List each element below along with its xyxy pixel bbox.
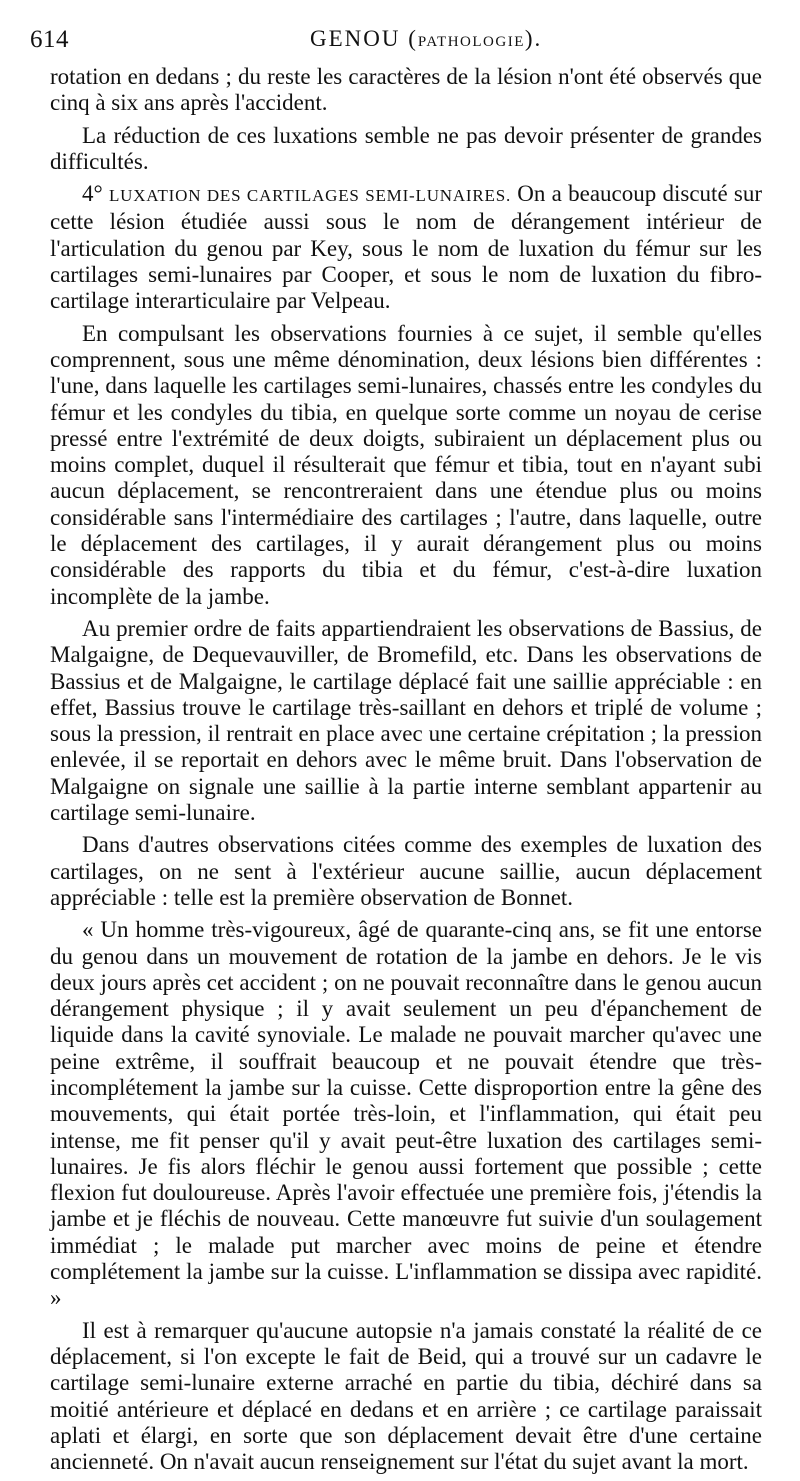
paragraph-quotation: « Un homme très-vigoureux, âgé de quarante-cinq ans, se fit une entorse du genou dans un mouvement de rotation de la jambe en dehors. Je le vis deux jours après cet accident ; on ne pouvait reconnaître dans le genou aucun dérangement physique ; il y avait seulement un peu d'épanchement de liquide dans la cavité synoviale. Le malade ne pouvait marcher qu'avec une peine extrême, il souffrait beaucoup et ne pouvait étendre que très-incomplétement la jambe sur la cuisse. Cette disproportion entre la gêne des mouvements, qui était portée très-loin, et l'inflammation, qui était peu intense, me fit penser qu'il y avait peut-être luxation des cartilages semi-lunaires. Je fis alors fléchir le genou aussi fortement que possible ; cette flexion fut douloureuse. Après l'avoir effectuée une première fois, j'étendis la jambe et je fléchis de nouveau. Cette manœuvre fut suivie d'un soulagement immédiat ; le malade put marcher avec moins de peine et étendre complétement la jambe sur la cuisse. L'inflammation se dissipa avec rapidité. »: [50, 917, 762, 1311]
section-text: On a beaucoup discuté sur cette lésion étudiée aussi sous le nom de dérangement intérieur de l'articulation du genou par Key, sous le nom de luxation du fémur sur les cartilages semi-lunaires par Cooper, et sous le nom de luxation du fibro-cartilage interarticulaire par Velpeau.: [50, 181, 763, 314]
page-body: [50, 64, 762, 1481]
paragraph-compulsant: En compulsant les observations fournies à ce sujet, il semble qu'elles comprennent, sous une même dénomination, deux lésions bien différentes : l'une, dans laquelle les cartilages semi-lunaires, chassés entre les condyles du fémur et les condyles du tibia, en quelque sorte comme un noyau de cerise pressé entre l'extrémité de deux doigts, subiraient un déplacement plus ou moins complet, duquel il résulterait que fémur et tibia, tout en n'ayant subi aucun déplacement, se rencontreraient dans une étendue plus ou moins considérable sans l'intermédiaire des cartilages ; l'autre, dans laquelle, outre le déplacement des cartilages, il y aurait dérangement plus ou moins considérable des rapports du tibia et du fémur, c'est-à-dire luxation incomplète de la jambe.: [50, 320, 762, 609]
running-head: [310, 26, 542, 52]
paragraph-premier-ordre: Au premier ordre de faits appartiendraient les observations de Bassius, de Malgaigne, de Dequevauviller, de Bromefild, etc. Dans les observations de Bassius et de Malgaigne, le cartilage déplacé fait une saillie appréciable : en effet, Bassius trouve le cartilage très-saillant en dehors et triplé de volume ; sous la pression, il rentrait en place avec une certaine crépitation ; la pression enlevée, il se reportait en dehors avec le même bruit. Dans l'observation de Malgaigne on signale une saillie à la partie interne semblant appartenir au cartilage semi-lunaire.: [50, 615, 762, 826]
running-head-close: ).: [524, 26, 543, 51]
paragraph-reduction: La réduction de ces luxations semble ne pas devoir présenter de grandes difficultés.: [50, 122, 762, 174]
section-heading: LUXATION DES CARTILAGES SEMI-LUNAIRES.: [108, 186, 512, 206]
page-number: 614: [30, 26, 69, 53]
running-head-small: PATHOLOGIE: [417, 34, 525, 50]
section-number: 4°: [82, 181, 103, 207]
paragraph-continuation: rotation en dedans ; du reste les caractères de la lésion n'ont été observés que cinq à six ans après l'accident.: [50, 64, 762, 116]
paragraph-section-4: [50, 181, 762, 314]
paragraph-autres-observations: Dans d'autres observations citées comme des exemples de luxation des cartilages, on ne sent à l'extérieur aucune saillie, aucun déplacement appréciable : telle est la première observation de Bonnet.: [50, 832, 762, 910]
paragraph-autopsie: Il est à remarquer qu'aucune autopsie n'a jamais constaté la réalité de ce déplacement, si l'on excepte le fait de Beid, qui a trouvé sur un cadavre le cartilage semi-lunaire externe arraché en partie du tibia, déchiré dans sa moitié antérieure et déplacé en dedans et en arrière ; ce cartilage paraissait aplati et élargi, en sorte que son déplacement devait être d'une certaine ancienneté. On n'avait aucun renseignement sur l'état du sujet avant la mort.: [50, 1317, 762, 1475]
page-header: [30, 26, 760, 56]
running-head-main: GENOU (: [310, 26, 418, 51]
